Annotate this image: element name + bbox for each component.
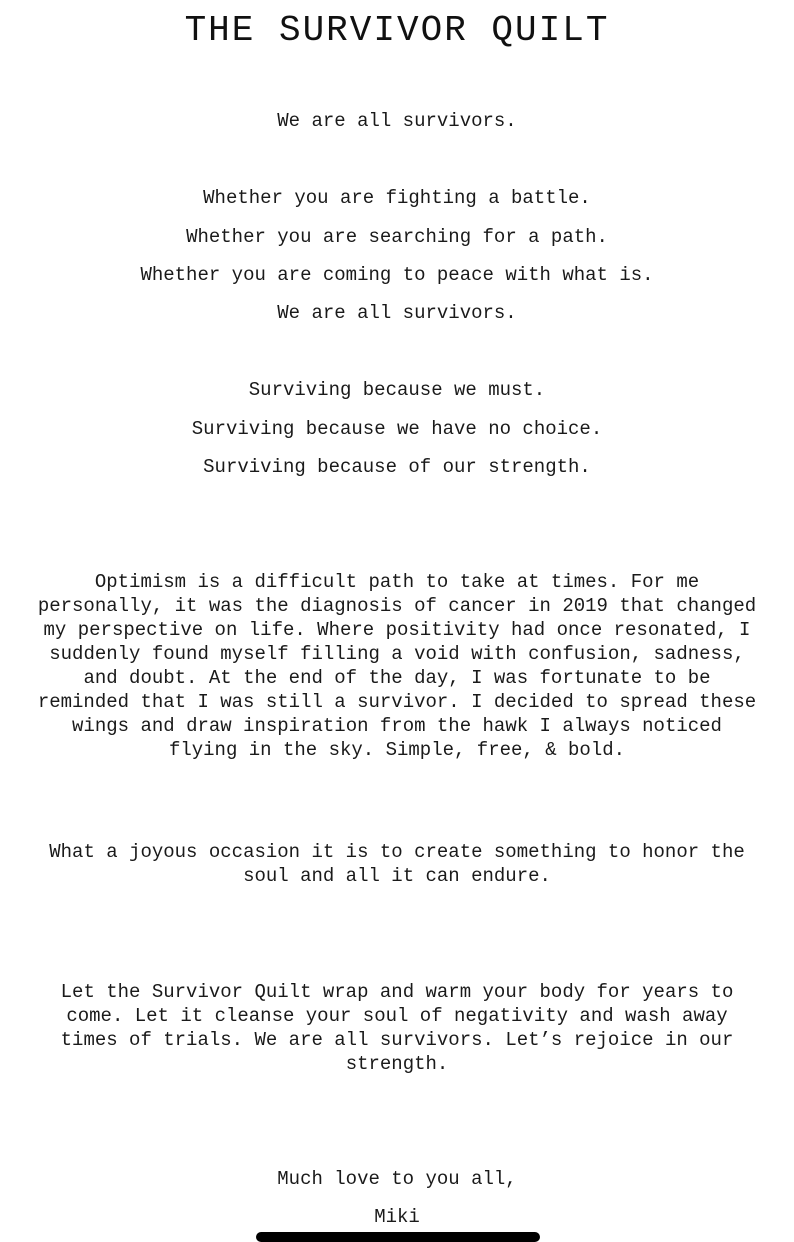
paragraph-blessing: Let the Survivor Quilt wrap and warm your body for years to come. Let it cleanse your soul of negativity and wash away times of trials. We are all survivors. Let’s rejoice in our strength.	[60, 981, 734, 1075]
closing-line: Much love to you all,	[277, 1168, 517, 1190]
paragraph-story: Optimism is a difficult path to take at times. For me personally, it was the diagnosis of cancer in 2019 that changed my perspective on life. Where positivity had once resonated, I suddenly found myself filling a void with confusion, sadness, and doubt. At the end of the day, I was fortunate to be reminded that I was still a survivor. I decided to spread these wings and draw inspiration from the hawk I always noticed flying in the sky. Simple, free, & bold.	[37, 571, 757, 761]
signature: Miki	[374, 1206, 420, 1228]
paragraph-occasion: What a joyous occasion it is to create something to honor the soul and all it can endure.	[49, 841, 745, 887]
page-title: THE SURVIVOR QUILT	[184, 10, 610, 51]
home-indicator-bar[interactable]	[256, 1232, 540, 1242]
stanza3-line3: Surviving because of our strength.	[203, 456, 591, 478]
stanza2-line3: Whether you are coming to peace with what is.	[140, 264, 654, 286]
stanza2-line1: Whether you are fighting a battle.	[203, 187, 591, 209]
stanza3-line1: Surviving because we must.	[248, 379, 546, 401]
stanza2-line4: We are all survivors.	[277, 302, 517, 324]
stanza3-line2: Surviving because we have no choice.	[191, 418, 603, 440]
stanza2-line2: Whether you are searching for a path.	[186, 226, 608, 248]
stanza1-line1: We are all survivors.	[277, 110, 517, 132]
